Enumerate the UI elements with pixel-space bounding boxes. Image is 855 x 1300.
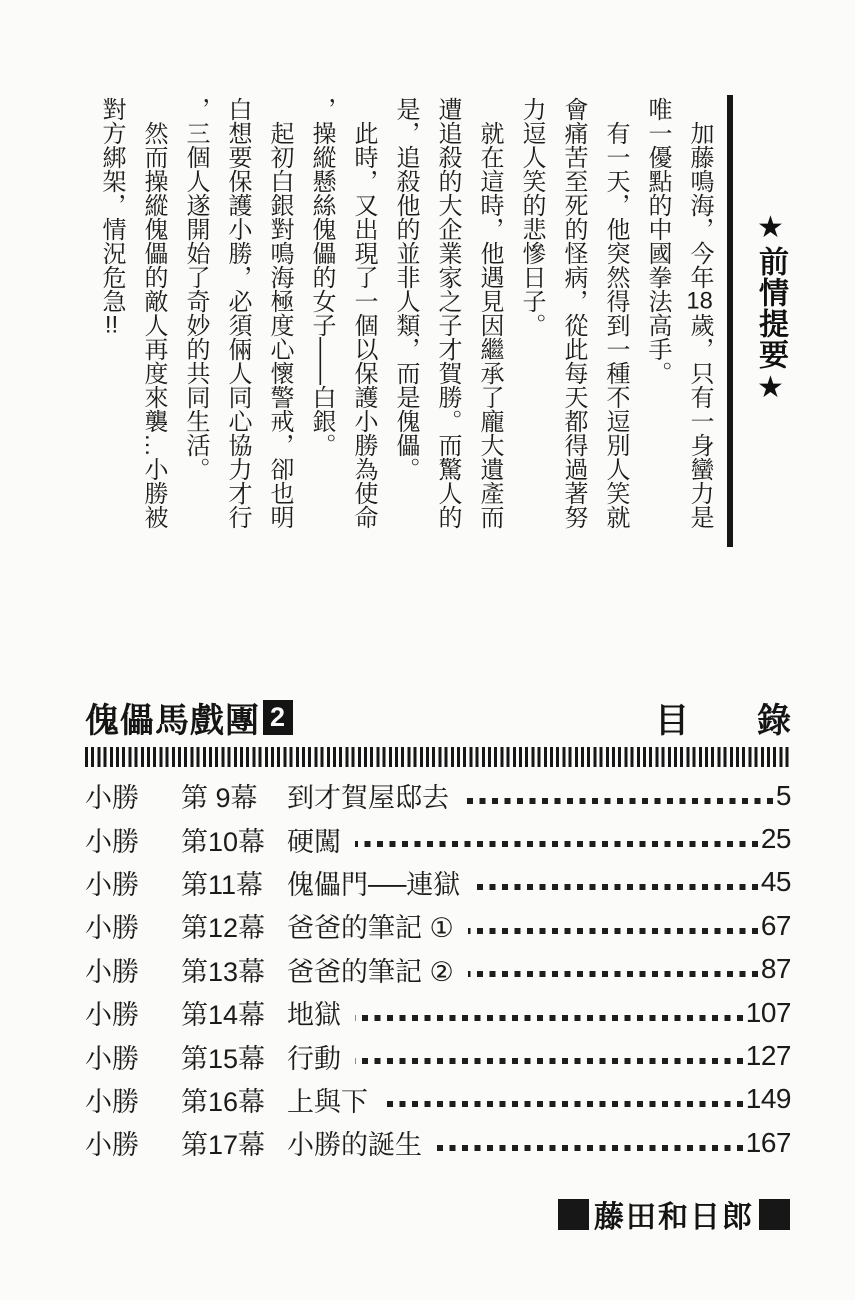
dot-leader <box>468 971 758 977</box>
series-title <box>85 693 293 742</box>
chapter-title: 地獄 <box>287 1000 341 1031</box>
chapter-title: 行動 <box>287 1043 341 1074</box>
chapter-title: 爸爸的筆記 ① <box>287 913 454 944</box>
recap-body <box>88 97 720 535</box>
chapter-label: 小勝 <box>85 783 139 814</box>
toc-row <box>85 774 791 817</box>
act-number: 第15幕 <box>181 1043 266 1074</box>
chapter-title: 小勝的誕生 <box>287 1130 422 1161</box>
chapter-label: 小勝 <box>85 1086 139 1117</box>
chapter-label: 小勝 <box>85 826 139 857</box>
chapter-label: 小勝 <box>85 869 139 900</box>
recap-paragraph: 加藤鳴海，今年18歲，只有一身蠻力是 唯一優點的中國拳法高手。 <box>644 97 713 529</box>
tate-chu-yoko-text: 18 <box>686 289 713 313</box>
volume-badge: 2 <box>263 700 293 735</box>
chapter-title: 傀儡門──連獄 <box>287 869 461 900</box>
dot-leader <box>474 884 758 890</box>
dot-leader <box>355 1015 743 1021</box>
toc-row <box>85 817 791 860</box>
act-number: 第10幕 <box>181 826 266 857</box>
act-number: 第11幕 <box>181 869 264 900</box>
toc-row <box>85 991 791 1034</box>
toc-header <box>85 693 791 742</box>
recap-paragraph: 起初白銀對鳴海極度心懷警戒，卻也明 白想要保護小勝，必須倆人同心協力才行 ，三個人遂開始了奇妙的共同生活。 <box>182 97 293 529</box>
dot-leader <box>382 1101 743 1107</box>
page-number: 5 <box>775 779 791 811</box>
author-footer <box>558 1192 790 1236</box>
recap-title: ★前情提要★ <box>754 210 787 406</box>
chapter-label: 小勝 <box>85 956 139 987</box>
series-title-text: 傀儡馬戲團 <box>85 702 260 740</box>
black-square-left <box>558 1199 589 1230</box>
toc-row <box>85 904 791 947</box>
tate-chu-yoko-text: !! <box>104 313 119 337</box>
chapter-label: 小勝 <box>85 1130 139 1161</box>
page-number: 167 <box>745 1126 791 1158</box>
recap-paragraph: 然而操縱傀儡的敵人再度來襲…小勝被 對方綁架，情況危急!! <box>98 97 167 529</box>
act-number: 第 9幕 <box>181 783 258 814</box>
page-number: 127 <box>745 1040 791 1072</box>
chapter-label: 小勝 <box>85 1043 139 1074</box>
toc-row <box>85 1034 791 1077</box>
act-number: 第13幕 <box>181 956 266 987</box>
toc-row <box>85 1121 791 1164</box>
vertical-rule <box>727 95 733 547</box>
page-number: 149 <box>745 1083 791 1115</box>
page-number: 87 <box>760 953 791 985</box>
toc-list <box>85 774 791 1165</box>
recap-paragraph: 此時，又出現了一個以保護小勝為使命 ，操縱懸絲傀儡的女子——白銀。 <box>308 97 377 529</box>
page-number: 67 <box>760 909 791 941</box>
recap-paragraph: 有一天，他突然得到一種不逗別人笑就 會痛苦至死的怪病，從此每天都得過著努 力逗人笑的悲慘日子。 <box>518 97 629 529</box>
toc-row <box>85 861 791 904</box>
page-number: 25 <box>760 823 791 855</box>
chapter-title: 到才賀屋邸去 <box>287 783 449 814</box>
dot-leader <box>463 798 773 804</box>
chapter-title: 上與下 <box>287 1086 368 1117</box>
toc-row <box>85 1078 791 1121</box>
dot-leader <box>355 841 758 847</box>
author-name: 藤田和日郎 <box>594 1201 754 1234</box>
chapter-title: 爸爸的筆記 ② <box>287 956 454 987</box>
recap-paragraph: 就在這時，他遇見因繼承了龐大遺產而 遭追殺的大企業家之子才賀勝。而驚人的 是，追殺他的並非人類，而是傀儡。 <box>392 97 503 529</box>
toc-row <box>85 948 791 991</box>
dot-leader <box>468 928 758 934</box>
toc-heading: 目 錄 <box>655 702 791 740</box>
chapter-title: 硬闖 <box>287 826 341 857</box>
dot-leader <box>355 1058 743 1064</box>
page-number: 107 <box>745 996 791 1028</box>
act-number: 第14幕 <box>181 1000 266 1031</box>
act-number: 第12幕 <box>181 913 266 944</box>
black-square-right <box>759 1199 790 1230</box>
act-number: 第17幕 <box>181 1130 266 1161</box>
chapter-label: 小勝 <box>85 1000 139 1031</box>
page-number: 45 <box>760 866 791 898</box>
stripe-divider <box>85 747 791 767</box>
act-number: 第16幕 <box>181 1086 266 1117</box>
dot-leader <box>436 1145 743 1151</box>
chapter-label: 小勝 <box>85 913 139 944</box>
